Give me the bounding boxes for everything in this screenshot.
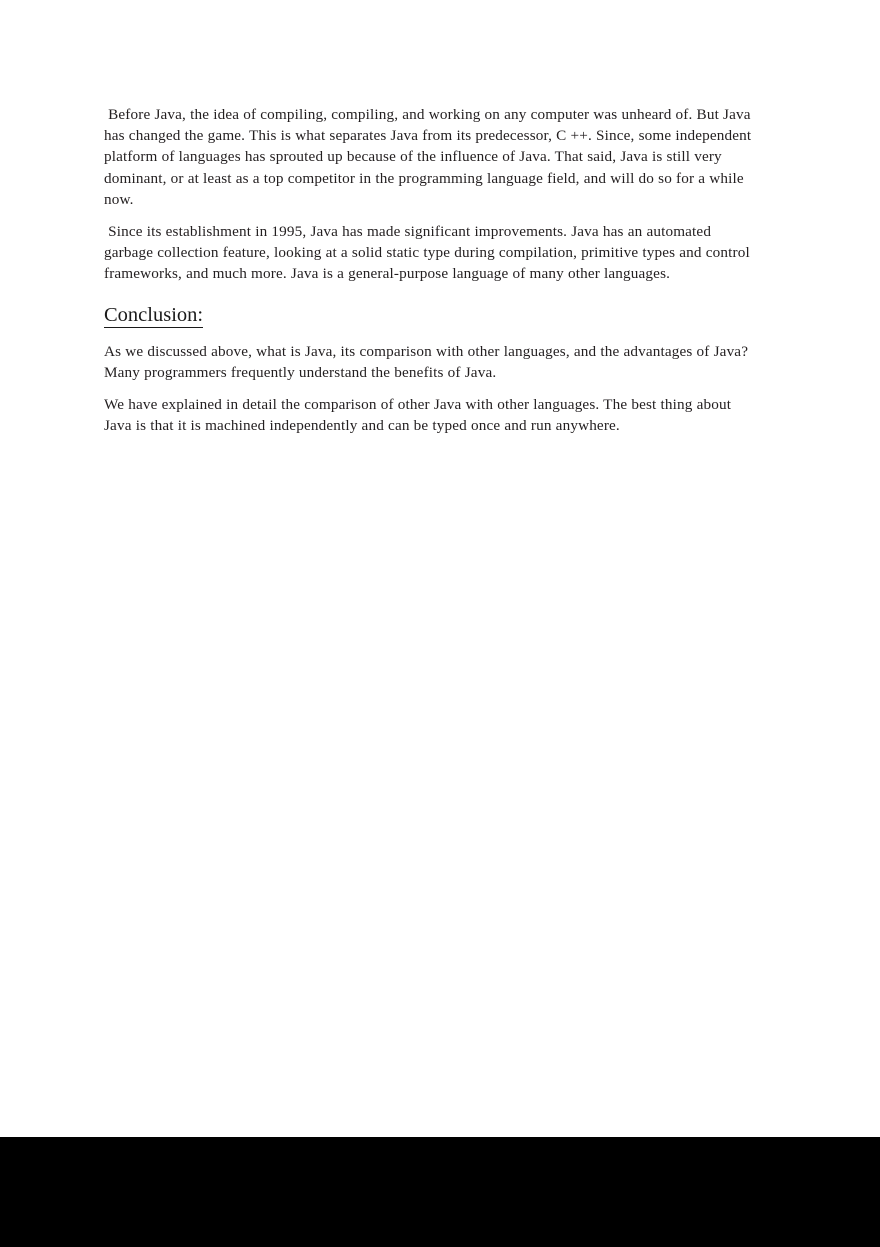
document-text-body: [104, 104, 756, 447]
heading-conclusion-text: Conclusion:: [104, 303, 204, 326]
paragraph-java-improvements: Since its establishment in 1995, Java has made significant improvements. Java has an automated garbage collection feature, looking at a solid static type during compilation, primitive types and control frameworks, and much more. Java is a general-purpose language of many other languages.: [104, 223, 754, 283]
paragraph-conclusion-closing: We have explained in detail the comparison of other Java with other languages. The best thing about Java is that it is machined independently and can be typed once and run anywhere.: [104, 396, 732, 435]
bottom-black-bar: [0, 1137, 880, 1247]
paragraph-conclusion-summary: As we discussed above, what is Java, its comparison with other languages, and the advantages of Java? Many programmers frequently understand the benefits of Java.: [104, 342, 749, 381]
heading-conclusion: [104, 302, 756, 328]
paragraph-java-history: Before Java, the idea of compiling, compiling, and working on any computer was unheard of. But Java has changed the game. This is what separates Java from its predecessor, C ++. Since, some independent platform of languages has sprouted up because of the influence of Java. That said, Java is still very dominant, or at least as a top competitor in the programming language field, and will do so for a while now.: [104, 106, 756, 208]
